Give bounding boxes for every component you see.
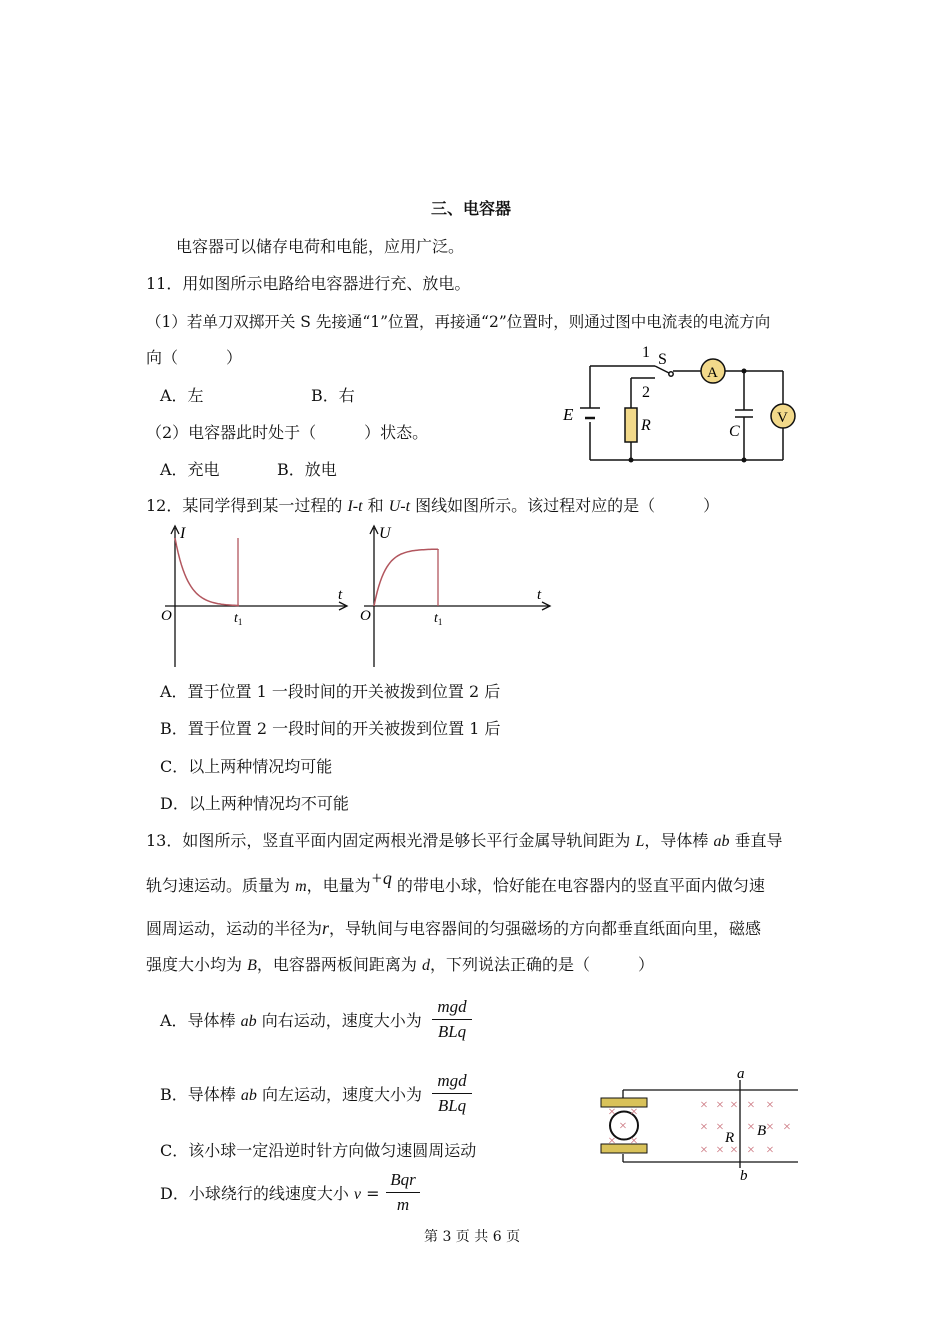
ut-curve xyxy=(374,549,438,606)
q13-option-a-num: mgd xyxy=(437,997,467,1016)
q13-option-a-ab: ab xyxy=(240,1013,257,1030)
q13-line4 xyxy=(146,954,654,977)
q13-line3 xyxy=(146,917,761,940)
field-cross-mark: × xyxy=(766,1098,774,1113)
q11-option-b[interactable]: B．右 xyxy=(311,386,355,405)
q12-stem-it: I-t xyxy=(347,498,363,515)
q13-option-d-num: Bqr xyxy=(390,1170,416,1189)
q12-stem-a: 12．某同学得到某一过程的 xyxy=(146,496,348,515)
q13-var-m: m xyxy=(295,878,307,895)
q13-option-d-bar xyxy=(386,1192,420,1193)
q13-var-ab: ab xyxy=(713,833,730,850)
q12-stem-b: 和 xyxy=(362,496,389,515)
q13-line1-b: ，导体棒 xyxy=(644,831,714,850)
q11-option-b2[interactable]: B．放电 xyxy=(277,460,337,479)
q13-line3-b: ，导轨间与电容器间的匀强磁场的方向都垂直纸面向里，磁感 xyxy=(329,919,762,938)
q12-ut-graph xyxy=(354,522,554,672)
field-cross-mark: × xyxy=(747,1098,755,1113)
q13-var-l: L xyxy=(635,833,645,850)
fig-label-field-b: B xyxy=(757,1123,767,1139)
q13-line4-c: ，下列说法正确的是（ ） xyxy=(429,955,654,974)
q13-var-r: r xyxy=(322,918,330,938)
q13-option-a-bar xyxy=(432,1019,472,1020)
q13-line1-c: 垂直导 xyxy=(729,831,783,850)
field-cross-mark: × xyxy=(630,1134,638,1149)
q13-option-a-fraction xyxy=(432,996,472,1043)
it-curve xyxy=(175,538,239,606)
q13-var-q: +q xyxy=(370,868,392,888)
q12-option-b[interactable]: B．置于位置 2 一段时间的开关被拨到位置 1 后 xyxy=(160,719,501,738)
q13-rail-capacitor-figure xyxy=(595,1064,805,1189)
fig-label-a: a xyxy=(737,1066,745,1082)
field-cross-mark: × xyxy=(700,1143,708,1158)
q13-line3-a: 圆周运动，运动的半径为 xyxy=(146,919,323,938)
q13-option-d-eq: = xyxy=(361,1184,380,1203)
q13-option-b-num: mgd xyxy=(437,1071,467,1090)
q13-option-a[interactable] xyxy=(160,1010,422,1033)
q13-option-b-ab: ab xyxy=(240,1087,257,1104)
field-cross-mark: × xyxy=(630,1105,638,1120)
field-cross-mark: × xyxy=(783,1120,791,1135)
field-cross-mark: × xyxy=(700,1098,708,1113)
q13-line1 xyxy=(146,830,783,853)
it-t1-label xyxy=(234,611,242,627)
q13-option-a-den: BLq xyxy=(437,1022,467,1041)
field-cross-mark: × xyxy=(619,1119,627,1134)
circuit-label-s: S xyxy=(658,351,667,368)
q13-line2-a: 轨匀速运动。质量为 xyxy=(146,876,296,895)
q12-it-graph xyxy=(155,522,355,672)
q13-option-d-v: v xyxy=(353,1186,362,1203)
q11-sub1-line1: （1）若单刀双掷开关 S 先接通“1”位置，再接通“2”位置时，则通过图中电流表的电流方向 xyxy=(146,313,771,331)
q13-option-a-text: A．导体棒 xyxy=(160,1011,241,1030)
circuit-label-e: E xyxy=(563,405,574,424)
q13-option-b-text: B．导体棒 xyxy=(160,1085,241,1104)
q13-option-b[interactable] xyxy=(160,1084,422,1107)
q13-line4-b: ，电容器两板间距离为 xyxy=(256,955,422,974)
circuit-label-r: R xyxy=(641,417,651,434)
field-cross-mark: × xyxy=(747,1143,755,1158)
page-footer: 第 3 页 共 6 页 xyxy=(424,1229,521,1245)
field-cross-mark: × xyxy=(766,1120,774,1135)
field-cross-mark: × xyxy=(608,1105,616,1120)
q13-var-b: B xyxy=(247,957,257,974)
q12-stem-c: 图线如图所示。该过程对应的是（ ） xyxy=(410,496,720,515)
q13-line2-b: ，电量为 xyxy=(306,876,371,895)
circuit-label-c: C xyxy=(729,423,740,440)
q11-option-a2[interactable]: A．充电 xyxy=(160,460,220,479)
q12-stem xyxy=(146,495,719,518)
field-cross-mark: × xyxy=(608,1134,616,1149)
q13-option-b-den: BLq xyxy=(437,1096,467,1115)
q13-option-a-rest: 向右运动，速度大小为 xyxy=(256,1011,422,1030)
field-cross-mark: × xyxy=(730,1098,738,1113)
q13-line2 xyxy=(146,868,765,898)
ut-y-label: U xyxy=(379,525,391,542)
q13-line1-a: 13．如图所示，竖直平面内固定两根光滑是够长平行金属导轨间距为 xyxy=(146,831,636,850)
field-cross-mark: × xyxy=(716,1143,724,1158)
field-cross-mark: × xyxy=(766,1143,774,1158)
q11-sub2: （2）电容器此时处于（ ）状态。 xyxy=(146,423,429,442)
q12-stem-ut: U-t xyxy=(388,498,411,515)
it-t1-t: t xyxy=(234,611,238,626)
ut-x-label: t xyxy=(537,587,542,603)
q13-option-b-bar xyxy=(432,1093,472,1094)
q13-option-d[interactable] xyxy=(160,1183,380,1206)
fig-label-b: b xyxy=(740,1168,748,1184)
q11-circuit-diagram xyxy=(555,340,805,470)
q11-sub1-line2: 向（ ） xyxy=(146,348,243,367)
q11-stem: 11．用如图所示电路给电容器进行充、放电。 xyxy=(146,274,471,293)
section-title: 三、电容器 xyxy=(431,199,512,218)
q13-var-d: d xyxy=(421,957,430,974)
ammeter-label: A xyxy=(707,365,718,381)
q12-option-a[interactable]: A．置于位置 1 一段时间的开关被拨到位置 2 后 xyxy=(160,682,501,701)
it-t1-sub: 1 xyxy=(237,617,243,627)
q13-option-c[interactable]: C．该小球一定沿逆时针方向做匀速圆周运动 xyxy=(160,1141,477,1160)
intro-text: 电容器可以储存电荷和电能，应用广泛。 xyxy=(176,237,465,256)
q13-option-b-fraction xyxy=(432,1070,472,1117)
ut-t1-label xyxy=(434,611,442,627)
q13-line4-a: 强度大小均为 xyxy=(146,955,248,974)
field-cross-mark: × xyxy=(716,1120,724,1135)
q13-option-d-text: D．小球绕行的线速度大小 xyxy=(160,1184,354,1203)
q13-option-b-rest: 向左运动，速度大小为 xyxy=(256,1085,422,1104)
voltmeter-label: V xyxy=(777,410,788,426)
q12-option-d[interactable]: D．以上两种情况均不可能 xyxy=(160,794,349,813)
it-origin-label: O xyxy=(161,608,172,624)
ut-t1-sub: 1 xyxy=(437,617,443,627)
field-cross-mark: × xyxy=(716,1098,724,1113)
ut-origin-label: O xyxy=(360,608,371,624)
field-cross-mark: × xyxy=(730,1143,738,1158)
circuit-label-pos1: 1 xyxy=(642,344,650,361)
circuit-label-pos2: 2 xyxy=(642,384,650,401)
q13-option-d-den: m xyxy=(396,1195,410,1214)
field-cross-mark: × xyxy=(747,1120,755,1135)
q13-line2-c: 的带电小球，恰好能在电容器内的竖直平面内做匀速 xyxy=(391,876,765,895)
ut-t1-t: t xyxy=(434,611,438,626)
q11-option-a[interactable]: A．左 xyxy=(160,386,204,405)
fig-label-r: R xyxy=(725,1130,735,1146)
q12-option-c[interactable]: C．以上两种情况均可能 xyxy=(160,757,333,776)
field-cross-mark: × xyxy=(700,1120,708,1135)
it-y-label: I xyxy=(180,525,186,542)
q13-option-d-fraction xyxy=(386,1169,420,1216)
it-x-label: t xyxy=(338,587,343,603)
